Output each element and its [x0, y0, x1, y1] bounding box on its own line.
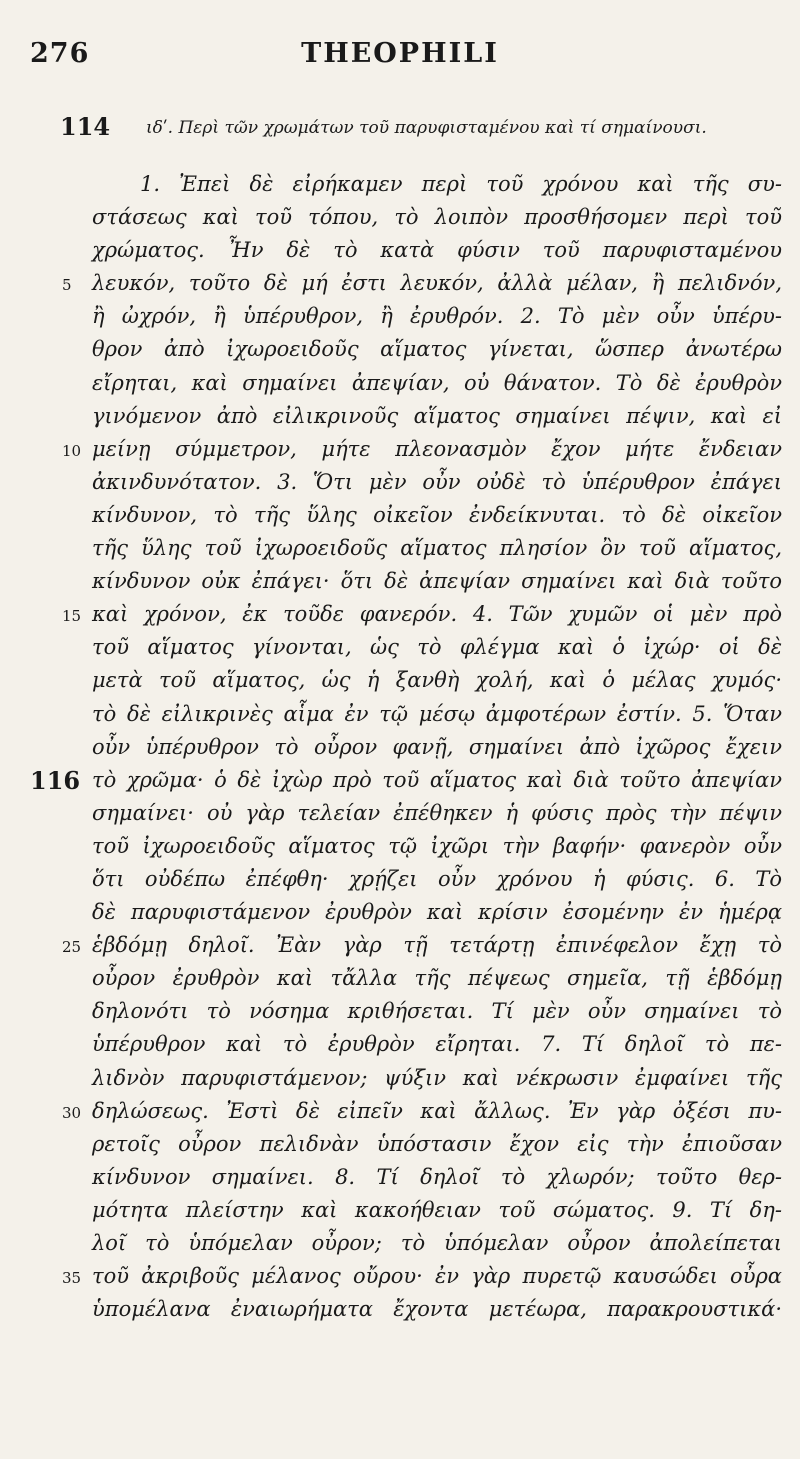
- text-line: [0, 929, 800, 962]
- line-text: θρον ἀπὸ ἰχωροειδοῦς αἵματος γίνεται, ὥσπερ ἀνωτέρω: [92, 337, 782, 362]
- line-text: οὖν ὑπέρυθρον τὸ οὖρον φανῇ, σημαίνει ἀπὸ ἰχῶρος ἔχειν: [92, 734, 782, 759]
- text-line: [0, 367, 800, 400]
- line-text: ἢ ὠχρόν, ἢ ὑπέρυθρον, ἢ ἐρυθρόν. 2. Τὸ μὲν οὖν ὑπέρυ-: [92, 304, 782, 329]
- text-line: [0, 731, 800, 764]
- line-text: ἑβδόμῃ δηλοῖ. Ἐὰν γὰρ τῇ τετάρτῃ ἐπινέφελον ἔχῃ τὸ: [92, 933, 782, 958]
- text-line: [0, 664, 800, 697]
- text-line: [0, 565, 800, 598]
- line-number: 25: [62, 938, 82, 957]
- page-header: [0, 38, 800, 78]
- line-number: 10: [62, 441, 82, 460]
- line-text: δηλονότι τὸ νόσημα κριθήσεται. Τί μὲν οὖν σημαίνει τὸ: [92, 999, 782, 1024]
- line-text: τῆς ὕλης τοῦ ἰχωροειδοῦς αἵματος πλησίον ὂν τοῦ αἵματος,: [92, 536, 782, 561]
- text-line: [0, 1260, 800, 1293]
- line-text: καὶ χρόνον, ἐκ τοῦδε φανερόν. 4. Τῶν χυμῶν οἱ μὲν πρὸ: [92, 602, 782, 627]
- text-line: [0, 267, 800, 300]
- line-text: στάσεως καὶ τοῦ τόπου, τὸ λοιπὸν προσθήσομεν περὶ τοῦ: [92, 205, 782, 230]
- line-text: χρώματος. Ἦν δὲ τὸ κατὰ φύσιν τοῦ παρυφισταμένου: [92, 238, 782, 263]
- line-text: κίνδυνον, τὸ τῆς ὕλης οἰκεῖον ἐνδείκνυται. τὸ δὲ οἰκεῖον: [92, 502, 782, 527]
- line-text: σημαίνει· οὐ γὰρ τελείαν ἐπέθηκεν ἡ φύσις πρὸς τὴν πέψιν: [92, 800, 782, 825]
- text-line: [0, 995, 800, 1028]
- text-line: [0, 1161, 800, 1194]
- text-line: [0, 764, 800, 797]
- text-line: [0, 1128, 800, 1161]
- line-text: μείνῃ σύμμετρον, μήτε πλεονασμὸν ἔχον μήτε ἔνδειαν: [92, 436, 782, 461]
- text-line: [0, 1062, 800, 1095]
- text-line: [0, 863, 800, 896]
- running-title: THEOPHILI: [301, 38, 499, 69]
- line-text: ρετοῖς οὖρον πελιδνὰν ὑπόστασιν ἔχον εἰς τὴν ἐπιοῦσαν: [92, 1131, 782, 1156]
- line-text: δηλώσεως. Ἐστὶ δὲ εἰπεῖν καὶ ἄλλως. Ἐν γὰρ ὀξέσι πυ-: [92, 1098, 782, 1123]
- text-line: [0, 433, 800, 466]
- line-text: τοῦ ἰχωροειδοῦς αἵματος τῷ ἰχῶρι τὴν βαφήν· φανερὸν οὖν: [92, 833, 782, 858]
- line-text: κίνδυνον σημαίνει. 8. Τί δηλοῖ τὸ χλωρόν; τοῦτο θερ-: [92, 1164, 782, 1189]
- text-line: [0, 1227, 800, 1260]
- text-line: [0, 532, 800, 565]
- line-text: τὸ δὲ εἰλικρινὲς αἷμα ἐν τῷ μέσῳ ἀμφοτέρων ἐστίν. 5. Ὅταν: [92, 701, 782, 726]
- line-text: λιδνὸν παρυφιστάμενον; ψύξιν καὶ νέκρωσιν ἐμφαίνει τῆς: [92, 1065, 782, 1090]
- text-line: [0, 1293, 800, 1326]
- text-line: [0, 598, 800, 631]
- text-line: [0, 830, 800, 863]
- line-text: γινόμενον ἀπὸ εἰλικρινοῦς αἵματος σημαίνει πέψιν, καὶ εἰ: [92, 403, 782, 428]
- line-number: 30: [62, 1103, 82, 1122]
- text-line: [0, 962, 800, 995]
- line-text: ἀκινδυνότατον. 3. Ὅτι μὲν οὖν οὐδὲ τὸ ὑπέρυθρον ἐπάγει: [92, 469, 782, 494]
- line-text: ὑπέρυθρον καὶ τὸ ἐρυθρὸν εἴρηται. 7. Τί δηλοῖ τὸ πε-: [92, 1032, 782, 1057]
- text-line: [0, 1095, 800, 1128]
- text-line: [0, 896, 800, 929]
- line-text: κίνδυνον οὐκ ἐπάγει· ὅτι δὲ ἀπεψίαν σημαίνει καὶ διὰ τοῦτο: [92, 569, 782, 594]
- page-number: 276: [30, 38, 90, 69]
- line-text: τοῦ ἀκριβοῦς μέλανος οὔρου· ἐν γὰρ πυρετῷ καυσώδει οὖρα: [92, 1264, 782, 1289]
- line-text: δὲ παρυφιστάμενον ἐρυθρὸν καὶ κρίσιν ἐσομένην ἐν ἡμέρᾳ: [92, 900, 782, 925]
- text-body: [0, 168, 800, 1326]
- line-text: ὅτι οὐδέπω ἐπέφθη· χρῄζει οὖν χρόνου ἡ φύσις. 6. Τὸ: [92, 866, 782, 891]
- line-text: μότητα πλείστην καὶ κακοήθειαν τοῦ σώματος. 9. Τί δη-: [92, 1197, 782, 1222]
- section-heading: [30, 112, 790, 146]
- text-line: [0, 168, 800, 201]
- line-text: λοῖ τὸ ὑπόμελαν οὖρον; τὸ ὑπόμελαν οὖρον ἀπολείπεται: [92, 1231, 782, 1255]
- line-text: τοῦ αἵματος γίνονται, ὡς τὸ φλέγμα καὶ ὁ ἰχώρ· οἱ δὲ: [92, 635, 782, 660]
- text-line: [0, 797, 800, 830]
- line-text: οὖρον ἐρυθρὸν καὶ τἄλλα τῆς πέψεως σημεῖα, τῇ ἑβδόμῃ: [92, 966, 782, 991]
- margin-reference: 116: [30, 765, 81, 795]
- text-line: [0, 1028, 800, 1061]
- text-line: [0, 698, 800, 731]
- text-line: [0, 499, 800, 532]
- line-number: 35: [62, 1269, 82, 1288]
- line-text: ὑπομέλανα ἐναιωρήματα ἔχοντα μετέωρα, παρακρουστικά·: [92, 1297, 782, 1322]
- text-line: [0, 1194, 800, 1227]
- line-number: 15: [62, 607, 82, 626]
- section-title: ιδʹ. Περὶ τῶν χρωμάτων τοῦ παρυφισταμένου καὶ τί σημαίνουσι.: [146, 118, 707, 138]
- line-text: μετὰ τοῦ αἵματος, ὡς ἡ ξανθὴ χολή, καὶ ὁ μέλας χυμός·: [92, 668, 782, 693]
- text-line: [0, 234, 800, 267]
- text-line: [0, 333, 800, 366]
- text-line: [0, 201, 800, 234]
- text-line: [0, 300, 800, 333]
- line-text: 1. Ἐπεὶ δὲ εἰρήκαμεν περὶ τοῦ χρόνου καὶ τῆς συ-: [140, 172, 782, 196]
- text-line: [0, 466, 800, 499]
- line-text: εἴρηται, καὶ σημαίνει ἀπεψίαν, οὐ θάνατον. Τὸ δὲ ἐρυθρὸν: [92, 370, 782, 395]
- text-line: [0, 631, 800, 664]
- line-text: λευκόν, τοῦτο δὲ μή ἐστι λευκόν, ἀλλὰ μέλαν, ἢ πελιδνόν,: [92, 271, 782, 296]
- text-line: [0, 400, 800, 433]
- margin-reference: 114: [60, 112, 111, 141]
- line-text: τὸ χρῶμα· ὁ δὲ ἰχὼρ πρὸ τοῦ αἵματος καὶ διὰ τοῦτο ἀπεψίαν: [92, 767, 782, 792]
- line-number: 5: [62, 276, 72, 295]
